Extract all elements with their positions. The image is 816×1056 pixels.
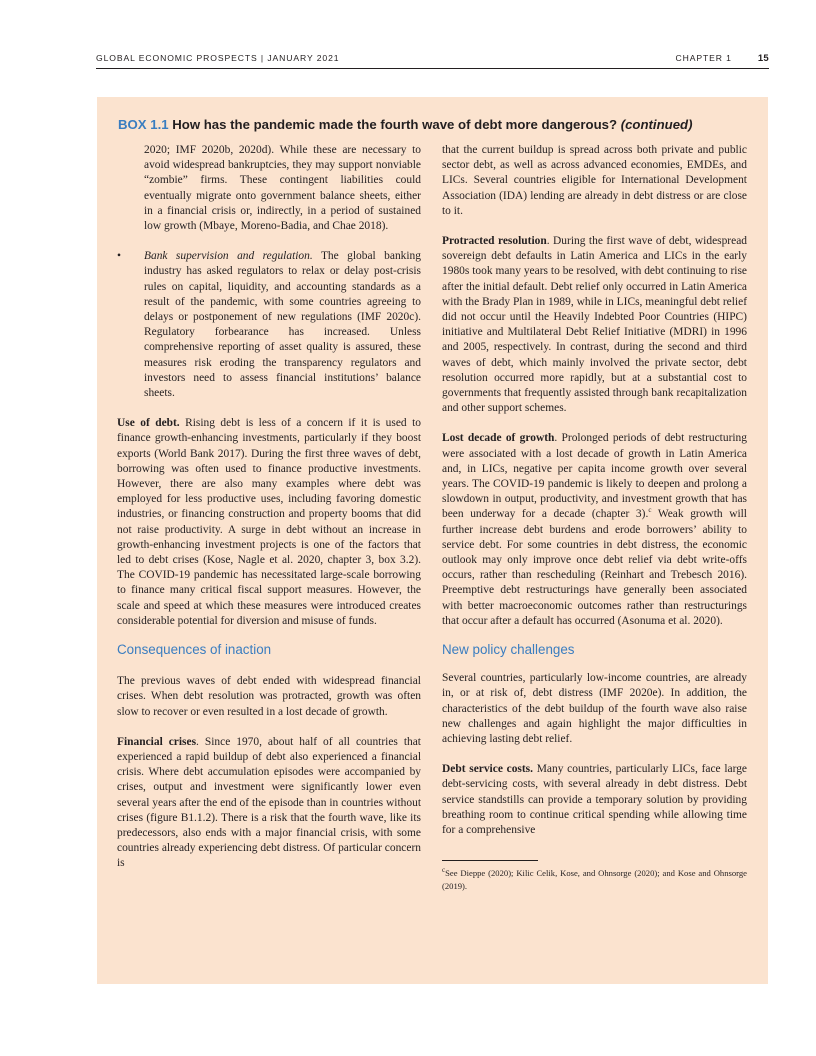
box-label: BOX 1.1 <box>118 117 169 132</box>
chapter-label: CHAPTER 1 <box>675 53 732 63</box>
paragraph-lost-decade <box>442 431 747 629</box>
paragraph-current-buildup: that the current buildup is spread across both private and public sector debt, as well as across advanced economies, EMDEs, and LICs. Several countries eligible for International Development Association (IDA) lending are already in debt distress or are close to it. <box>442 144 747 217</box>
financial-crises-lead: Financial crises <box>117 735 197 748</box>
paragraph-use-of-debt <box>117 416 421 629</box>
footnote-rule <box>442 860 538 861</box>
box-continued: (continued) <box>620 117 693 132</box>
section-heading-new-policy: New policy challenges <box>442 642 575 658</box>
box-title-text: How has the pandemic made the fourth wave of debt more dangerous? <box>172 117 618 132</box>
header-right <box>675 53 769 64</box>
paragraph-financial-crises <box>117 735 421 872</box>
use-of-debt-text: Rising debt is less of a concern if it is used to finance growth-enhancing investments, particularly if they boost exports (World Bank 2017). During the first three waves of debt, borrowing was often used to finance productive investments. However, there are also many examples where debt was employed for less productive uses, including favoring domestic industries, or financing construction and property booms that did not raise productivity. A surge in debt without an increase in growth-enhancing investment projects is one of the factors that led to debt crises (Kose, Nagle et al. 2020, chapter 3, box 3.2). The COVID-19 pandemic has necessitated large-scale borrowing to finance many critical fiscal support measures. However, the scale and speed at which these measures were introduced creates considerable potential for diversion and misuse of funds. <box>117 417 421 627</box>
lost-decade-lead: Lost decade of growth <box>442 432 555 445</box>
footnote-mark: c <box>442 866 446 875</box>
bullet-text: The global banking industry has asked regulators to relax or delay post-crisis rules on capital, liquidity, and accounting standards as a result of the pandemic, with some countries agreeing to delays or postponement of new regulations (IMF 2020c). Regulatory forbearance has increased. Unless comprehensive reporting of asset quality is assured, these measures risk eroding the transparency regulators and investors need to assess financial institutions’ balance sheets. <box>144 250 421 400</box>
paragraph-new-challenges: Several countries, particularly low-income countries, are already in, or at risk of, debt distress (IMF 2020e). In addition, the characteristics of the debt buildup of the fourth wave also raise new challenges and again highlight the major difficulties in achieving lasting debt relief. <box>442 672 747 745</box>
paragraph-previous-waves: The previous waves of debt ended with widespread financial crises. When debt resolution was protracted, growth was often slow to recover or even resulted in a lost decade of growth. <box>117 675 421 718</box>
page-number: 15 <box>757 53 769 64</box>
paragraph-protracted-resolution <box>442 234 747 416</box>
lost-decade-text-a: . Prolonged periods of debt restructuring were associated with a lost decade of growth in Latin America and, in LICs, negative per capita income growth over several years. The COVID-19 pandemic is likely to deepen and prolong a slowdown in output, productivity, and investment growth that has been underway for a decade (chapter 3). <box>442 432 747 521</box>
running-header <box>96 53 769 67</box>
paragraph-debt-service <box>442 762 747 838</box>
header-rule <box>96 68 769 69</box>
box-title <box>118 117 693 132</box>
bullet-lead: Bank supervision and regulation. <box>144 250 313 263</box>
debt-service-text: Many countries, particularly LICs, face large debt-servicing costs, with several already in debt distress. Debt service standstills can provide a temporary solution by providing breathing room to continue critical spending while allowing time for a comprehensive <box>442 763 748 836</box>
lost-decade-text-b: Weak growth will further increase debt burdens and erode borrowers’ ability to service debt. For some countries in debt distress, the economic outlook may only improve once debt relief via debt write-offs occurs, rather than rescheduling (Reinhart and Trebesch 2016). Preemptive debt restructurings have generally been associated with better macroeconomic outcomes rather than restructurings that occur after a default has occurred (Asonuma et al. 2020). <box>442 508 747 627</box>
debt-service-lead: Debt service costs. <box>442 763 533 776</box>
footnote-text: See Dieppe (2020); Kilic Celik, Kose, and Ohnsorge (2020); and Kose and Ohnsorge (2019). <box>442 868 747 891</box>
protracted-resolution-lead: Protracted resolution <box>442 235 547 248</box>
protracted-resolution-text: . During the first wave of debt, widespread sovereign debt defaults in Latin America and LICs in the early 1980s took many years to be resolved, with debt continuing to rise after the initial default. Debt relief only occurred in Latin America with the Brady Plan in 1989, while in LICs, meaningful debt relief did not occur until the Heavily Indebted Poor Countries (HIPC) initiative and Multilateral Debt Relief Initiative (MDRI) in 1996 and 2005, respectively. In contrast, during the second and third waves of debt, which mainly involved the private sector, debt resolution occurred more rapidly, but at a substantial cost to governments that frequently assisted through bank recapitalization and other support schemes. <box>442 235 747 415</box>
publication-title: GLOBAL ECONOMIC PROSPECTS | JANUARY 2021 <box>96 53 340 63</box>
footnote <box>442 867 747 892</box>
use-of-debt-lead: Use of debt. <box>117 417 180 430</box>
right-column <box>442 143 747 892</box>
left-column <box>117 143 421 872</box>
bullet-bank-supervision <box>117 249 421 401</box>
footnote-reference: c <box>648 506 652 515</box>
bullet-icon: • <box>117 250 122 263</box>
financial-crises-text: . Since 1970, about half of all countries that experienced a rapid buildup of debt also experienced a financial crisis. Where debt accumulation episodes were accompanied by crises, output and investment were significantly lower even several years after the end of the episode than in countries without crises (figure B1.1.2). There is a risk that the fourth wave, like its predecessors, also ends with a major financial crisis, with some countries already experiencing debt distress. Of particular concern is <box>117 735 421 870</box>
paragraph-contingent-liabilities: 2020; IMF 2020b, 2020d). While these are necessary to avoid widespread bankruptcies, they may support nonviable “zombie” firms. These contingent liabilities could eventually migrate onto government balance sheets, either in a financial crisis or, indirectly, in a period of sustained low growth (Mbaye, Moreno-Badia, and Chae 2018). <box>144 144 421 233</box>
section-heading-consequences: Consequences of inaction <box>117 642 272 658</box>
